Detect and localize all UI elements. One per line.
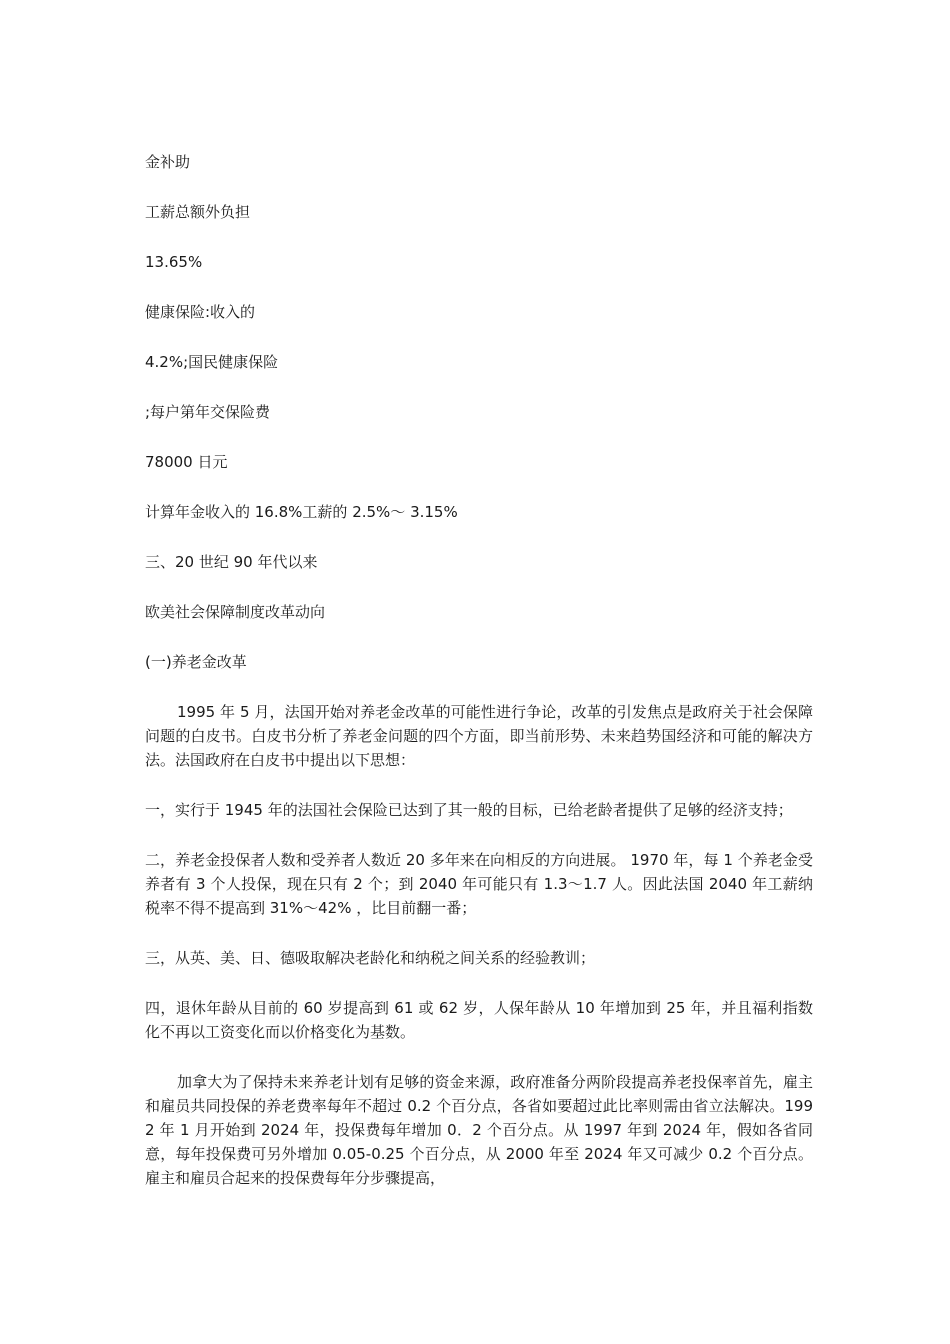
text-line: 13.65% [145, 253, 203, 271]
paragraph-canada-pension: 加拿大为了保持未来养老计划有足够的资金来源，政府准备分两阶段提高养老投保率首先，雇主和雇员共同投保的养老费率每年不超过 0.2 个百分点，各省如要超过此比率则需由省立法解决。1992 年 1 月开始到 2024 年，投保费每年增加 0．2 个百分点。从 1997 年到 2024 年，假如各省同意，每年投保费可另外增加 0.05-0.25 个百分点，从 2000 年至 2024 年又可减少 0.2 个百分点。雇主和雇员合起来的投保费每年分步骤提高， [145, 1073, 813, 1187]
paragraph-france-white-paper: 1995 年 5 月，法国开始对养老金改革的可能性进行争论，改革的引发焦点是政府关于社会保障问题的白皮书。白皮书分析了养老金问题的四个方面，即当前形势、未来趋势国经济和可能的解决方法。法国政府在白皮书中提出以下思想： [145, 703, 813, 769]
paragraph-point-two: 二，养老金投保者人数和受养者人数近 20 多年来在向相反的方向进展。 1970 年，每 1 个养老金受养者有 3 个人投保，现在只有 2 个；到 2040 年可能只有 1.3～1.7 人。因此法国 2040 年工薪纳税率不得不提高到 31%～42% ，比目前翻一番； [145, 851, 813, 917]
text-line: 工薪总额外负担 [145, 203, 251, 221]
section-heading: 三、20 世纪 90 年代以来 [145, 553, 318, 571]
section-subheading: 欧美社会保障制度改革动向 [145, 603, 326, 621]
text-line: 健康保险:收入的 [145, 303, 256, 321]
subsection-heading: (一)养老金改革 [145, 653, 247, 671]
document-body [145, 150, 813, 1190]
paragraph-point-one: 一，实行于 1945 年的法国社会保险已达到了其一般的目标，已给老龄者提供了足够的经济支持； [145, 801, 793, 819]
text-line: ;每户第年交保险费 [145, 403, 271, 421]
text-line: 4.2%;国民健康保险 [145, 353, 279, 371]
paragraph-point-three: 三，从英、美、日、德吸取解决老龄化和纳税之间关系的经验教训； [145, 949, 596, 967]
text-line: 金补助 [145, 153, 191, 171]
text-line: 78000 日元 [145, 453, 228, 471]
paragraph-point-four: 四，退休年龄从目前的 60 岁提高到 61 或 62 岁，人保年龄从 10 年增加到 25 年，并且福利指数化不再以工资变化而以价格变化为基数。 [145, 999, 813, 1041]
text-line: 计算年金收入的 16.8%工薪的 2.5%～ 3.15% [145, 503, 458, 521]
